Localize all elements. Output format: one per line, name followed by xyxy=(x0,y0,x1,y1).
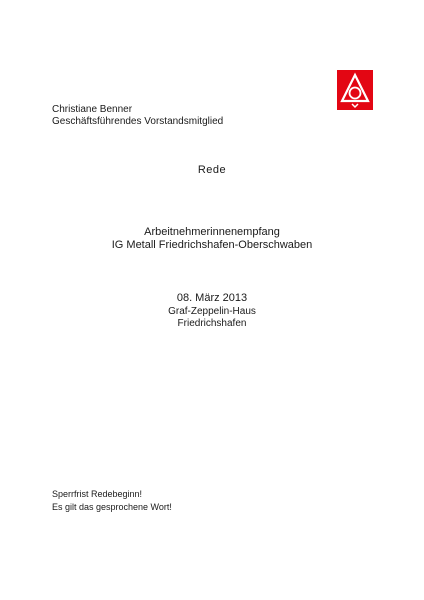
event-title-line-1: Arbeitnehmerinnenempfang xyxy=(144,226,280,238)
author-block xyxy=(52,104,223,128)
document-heading: Rede xyxy=(197,164,227,176)
author-name: Christiane Benner xyxy=(52,104,133,115)
event-date: 08. März 2013 xyxy=(176,292,248,304)
author-role: Geschäftsführendes Vorstandsmitglied xyxy=(52,116,224,127)
notes-block xyxy=(52,488,172,514)
disclaimer-note: Es gilt das gesprochene Wort! xyxy=(52,502,172,512)
event-title xyxy=(0,226,424,252)
ig-metall-logo-icon xyxy=(337,70,373,110)
event-title-line-2: IG Metall Friedrichshafen-Oberschwaben xyxy=(111,239,313,251)
venue-name: Graf-Zeppelin-Haus xyxy=(168,306,256,317)
venue-city: Friedrichshafen xyxy=(177,318,247,329)
event-venue xyxy=(0,306,424,330)
embargo-note: Sperrfrist Redebeginn! xyxy=(52,489,143,499)
